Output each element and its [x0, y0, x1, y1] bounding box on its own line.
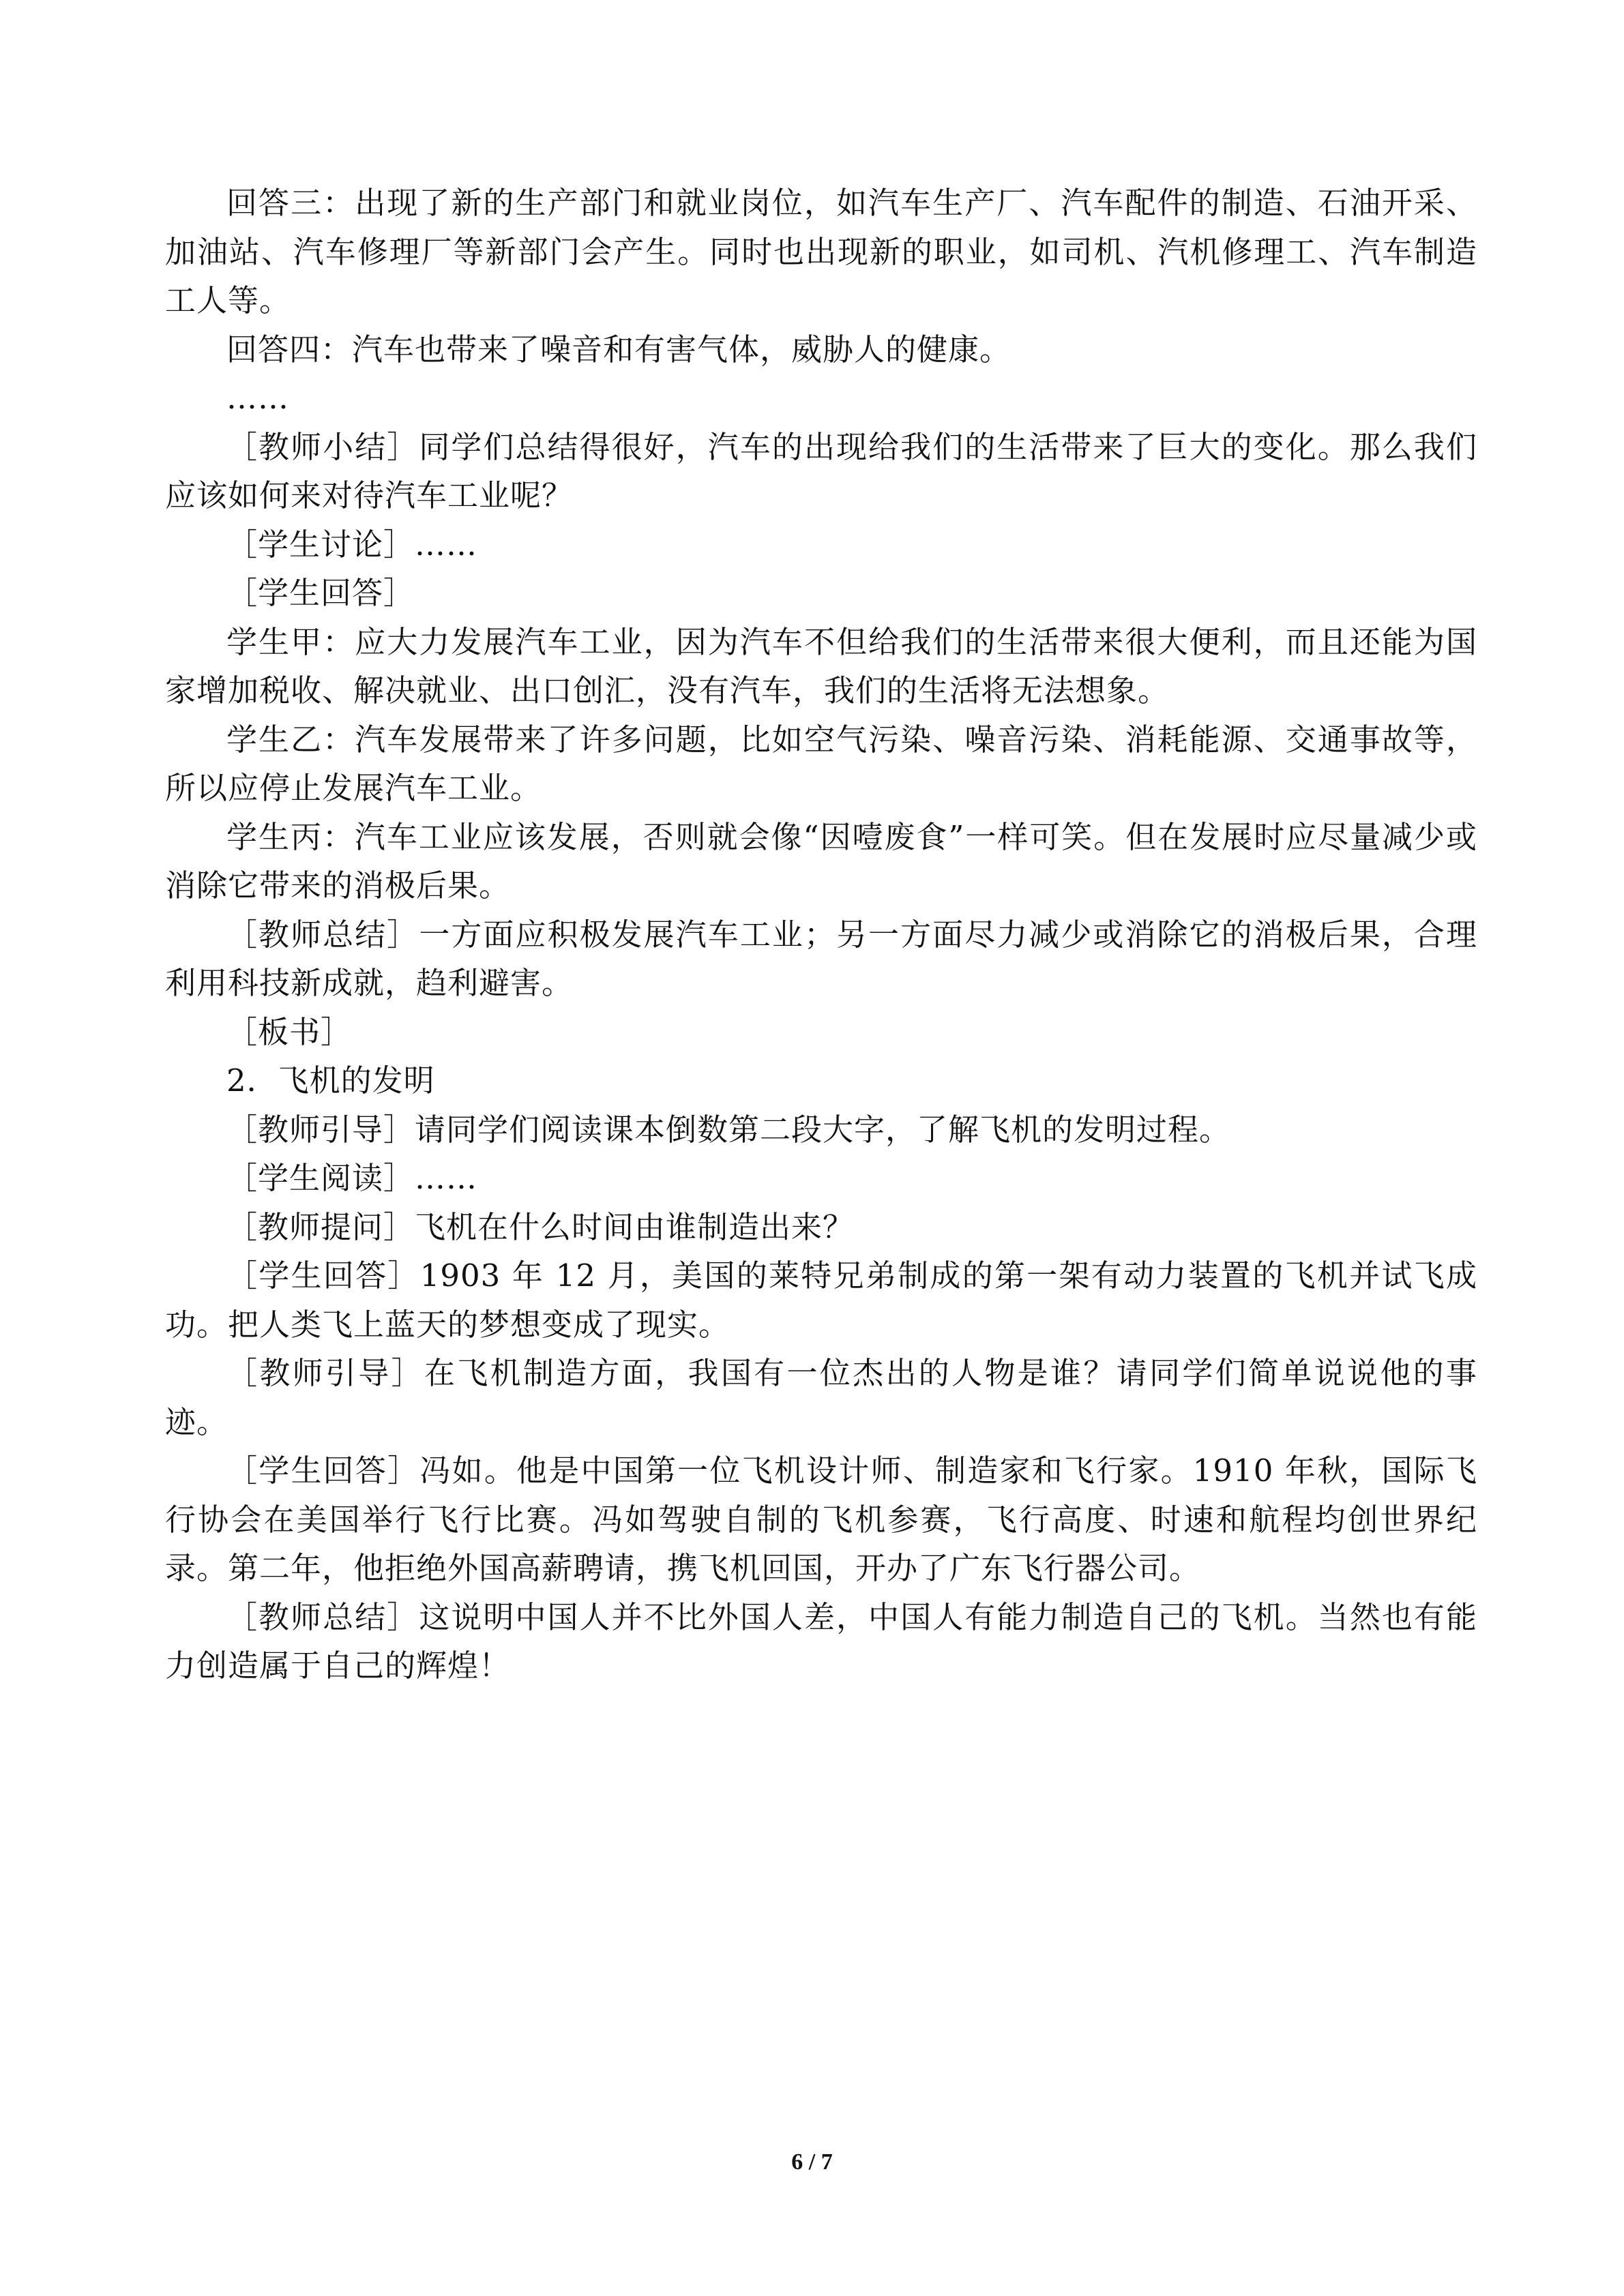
page-number: 6 / 7 [791, 2149, 833, 2175]
paragraph-student-a: 学生甲：应大力发展汽车工业，因为汽车不但给我们的生活带来很大便利，而且还能为国家增加税收、解决就业、出口创汇，没有汽车，我们的生活将无法想象。 [165, 623, 1477, 709]
paragraph-answer-4: 回答四：汽车也带来了噪音和有害气体，威胁人的健康。 [226, 331, 1012, 368]
document-body [165, 179, 1477, 1690]
paragraph-student-answer-wright: ［学生回答］1903 年 12 月，美国的莱特兄弟制成的第一架有动力装置的飞机并试飞成功。把人类飞上蓝天的梦想变成了现实。 [165, 1257, 1477, 1343]
paragraph-student-reading: ［学生阅读］…… [226, 1160, 478, 1196]
paragraph-teacher-final: ［教师总结］这说明中国人并不比外国人差，中国人有能力制造自己的飞机。当然也有能力创造属于自己的辉煌！ [165, 1598, 1477, 1684]
paragraph-student-b: 学生乙：汽车发展带来了许多问题，比如空气污染、噪音污染、消耗能源、交通事故等，所以应停止发展汽车工业。 [165, 721, 1477, 806]
paragraph-answer-3: 回答三：出现了新的生产部门和就业岗位，如汽车生产厂、汽车配件的制造、石油开采、加油站、汽车修理厂等新部门会产生。同时也出现新的职业，如司机、汽机修理工、汽车制造工人等。 [165, 185, 1477, 318]
paragraph-student-discussion: ［学生讨论］…… [226, 526, 478, 563]
paragraph-teacher-conclusion: ［教师总结］一方面应积极发展汽车工业；另一方面尽力减少或消除它的消极后果，合理利用科技新成就，趋利避害。 [165, 916, 1477, 1001]
paragraph-teacher-guide-1: ［教师引导］请同学们阅读课本倒数第二段大字，了解飞机的发明过程。 [226, 1111, 1231, 1148]
paragraph-teacher-question: ［教师提问］飞机在什么时间由谁制造出来？ [226, 1208, 855, 1245]
paragraph-student-c: 学生丙：汽车工业应该发展，否则就会像“因噎废食”一样可笑。但在发展时应尽量减少或消除它带来的消极后果。 [165, 818, 1477, 904]
paragraph-teacher-guide-2: ［教师引导］在飞机制造方面，我国有一位杰出的人物是谁？请同学们简单说说他的事迹。 [165, 1355, 1477, 1440]
paragraph-student-answer-fengru: ［学生回答］冯如。他是中国第一位飞机设计师、制造家和飞行家。1910 年秋，国际飞行协会在美国举行飞行比赛。冯如驾驶自制的飞机参赛，飞行高度、时速和航程均创世界纪录。第二年，他拒绝外国高薪聘请，携飞机回国，开办了广东飞行器公司。 [165, 1452, 1477, 1586]
paragraph-blackboard: ［板书］ [226, 1013, 353, 1050]
paragraph-ellipsis: …… [226, 380, 289, 416]
paragraph-student-answer-label: ［学生回答］ [226, 575, 415, 611]
section-heading-airplane: 2．飞机的发明 [226, 1062, 435, 1099]
paragraph-teacher-summary: ［教师小结］同学们总结得很好，汽车的出现给我们的生活带来了巨大的变化。那么我们应该如何来对待汽车工业呢？ [165, 428, 1477, 513]
